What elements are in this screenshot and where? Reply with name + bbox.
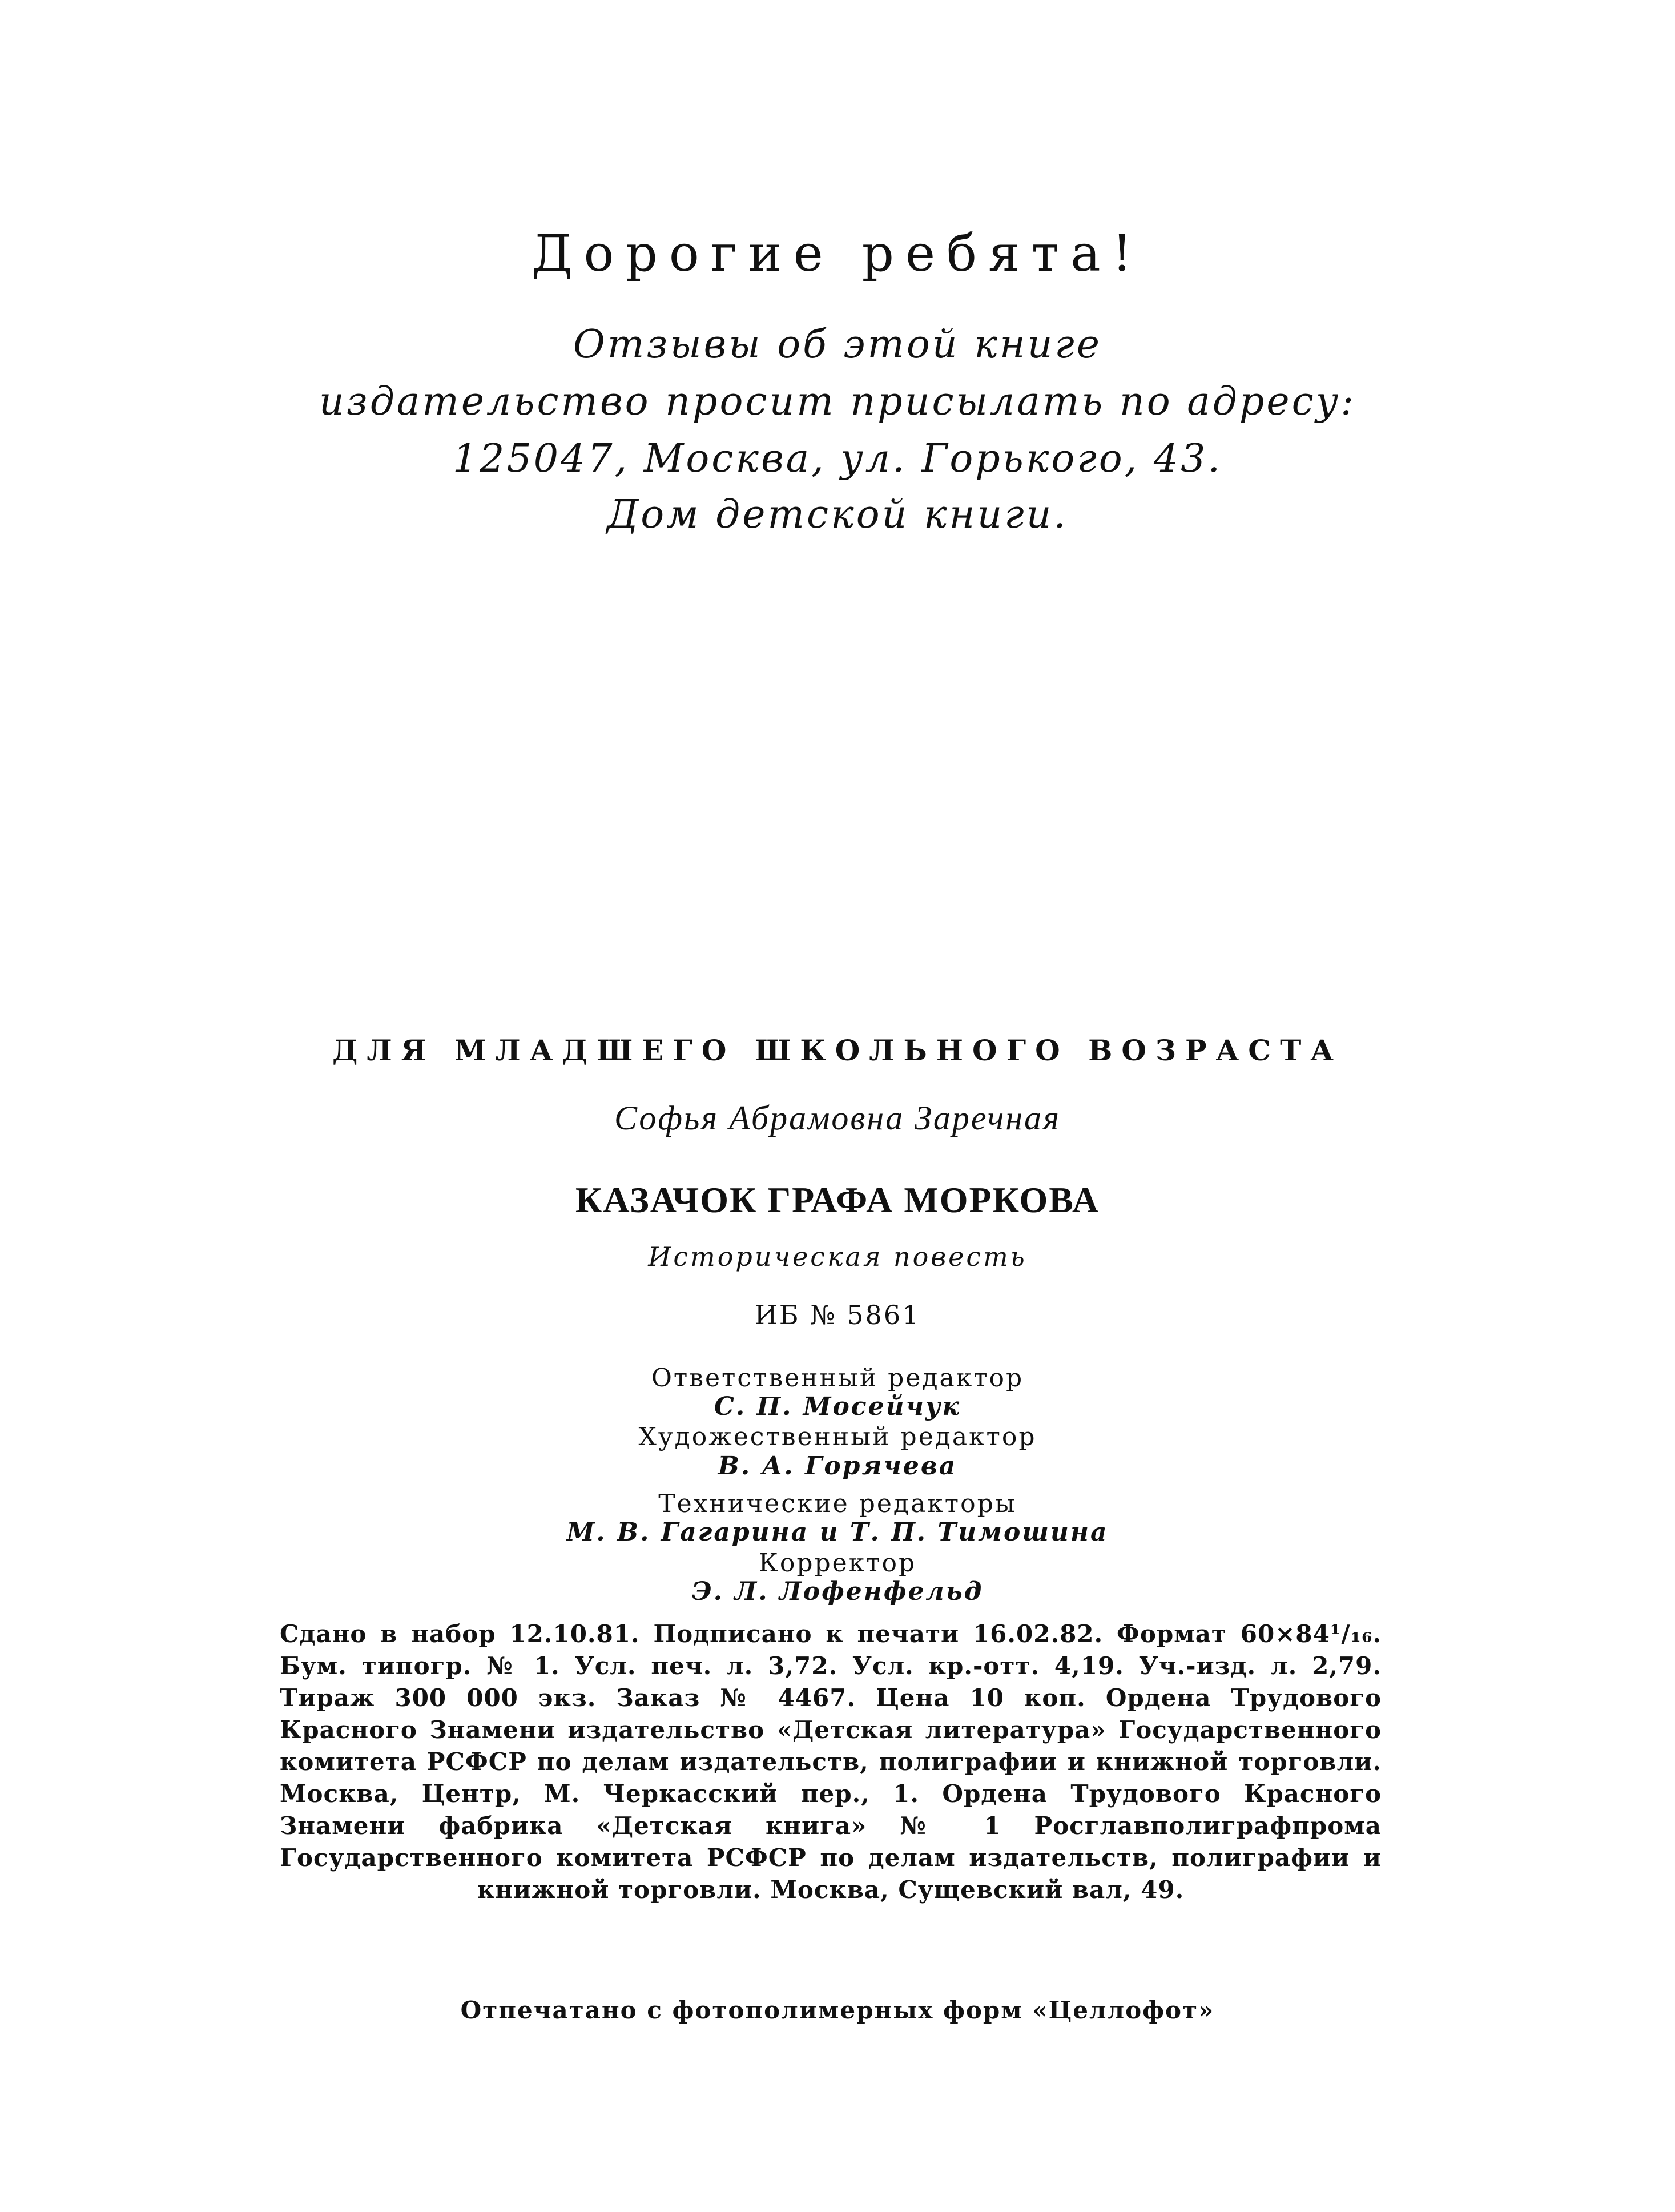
book-title: КАЗАЧОК ГРАФА МОРКОВА	[575, 1180, 1100, 1220]
book-subtitle: Историческая повесть	[648, 1241, 1027, 1272]
responsible-editor-name: С. П. Мосейчук	[714, 1392, 961, 1421]
feedback-address: 125047, Москва, ул. Горького, 43.	[452, 436, 1223, 481]
proofreader-label: Корректор	[758, 1549, 917, 1578]
tech-editors-label: Технические редакторы	[658, 1489, 1017, 1518]
greeting-heading: Дорогие ребята!	[531, 224, 1144, 283]
feedback-line-2: издательство просит присылать по адресу:	[319, 379, 1356, 424]
art-editor-label: Художественный редактор	[638, 1422, 1037, 1451]
tech-editors-names: М. В. Гагарина и Т. П. Тимошина	[566, 1518, 1109, 1547]
responsible-editor-label: Ответственный редактор	[651, 1364, 1024, 1393]
proofreader-name: Э. Л. Лофенфельд	[691, 1577, 984, 1606]
imprint-details: Сдано в набор 12.10.81. Подписано к печати 16.02.82. Формат 60×84¹/₁₆. Бум. типогр. № 1. Усл. печ. л. 3,72. Усл. кр.-отт. 4,19. Уч.-изд. л. 2,79. Тираж 300 000 экз. Заказ № 4467. Цена 10 коп. Ордена Трудового Красного Знамени издательство «Детская литература» Государственного комитета РСФСР по делам издательств, полиграфии и книжной торговли. Москва, Центр, М. Черкасский пер., 1. Ордена Трудового Красного Знамени фабрика «Детская книга» № 1 Росглавполиграфпрома Государственного комитета РСФСР по делам издательств, полиграфии и книжной торговли. Москва, Сущевский вал, 49.	[280, 1620, 1382, 1904]
age-group: ДЛЯ МЛАДШЕГО ШКОЛЬНОГО ВОЗРАСТА	[332, 1033, 1343, 1067]
feedback-recipient: Дом детской книги.	[606, 492, 1069, 537]
printed-note: Отпечатано с фотополимерных форм «Целлофот»	[460, 1996, 1215, 2024]
feedback-line-1: Отзывы об этой книге	[573, 322, 1102, 367]
author-name: Софья Абрамовна Заречная	[614, 1099, 1061, 1137]
art-editor-name: В. А. Горячева	[718, 1451, 957, 1481]
ib-number: ИБ № 5861	[754, 1300, 921, 1330]
